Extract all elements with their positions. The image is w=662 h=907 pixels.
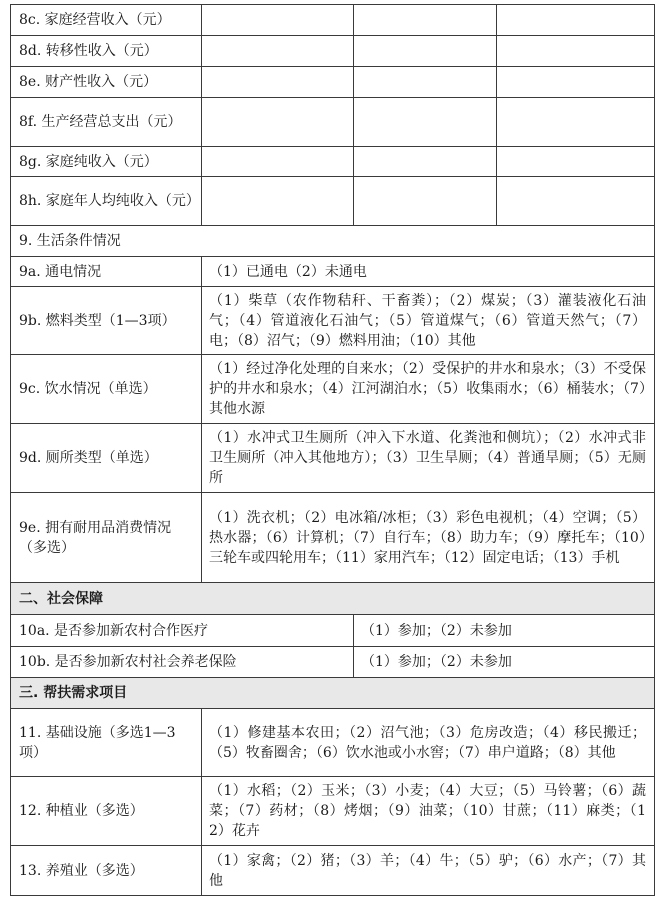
item-row-9e xyxy=(11,493,655,583)
item-options[interactable]: （1）家禽；（2）猪；（3）羊；（4）牛；（5）驴；（6）水产；（7）其他 xyxy=(202,846,655,896)
social-security-heading: 二、社会保障 xyxy=(11,583,655,615)
income-cell[interactable] xyxy=(354,67,497,98)
income-label: 8g. 家庭纯收入（元） xyxy=(11,147,202,177)
item-label: 12. 种植业（多选） xyxy=(11,777,202,846)
item-options[interactable]: （1）已通电（2）未通电 xyxy=(202,257,655,287)
income-cell[interactable] xyxy=(202,98,354,147)
income-label: 8e. 财产性收入（元） xyxy=(11,67,202,98)
item-row-9c xyxy=(11,355,655,424)
income-row-8d xyxy=(11,36,655,67)
income-cell[interactable] xyxy=(354,177,497,226)
item-row-9b xyxy=(11,287,655,355)
item-options[interactable]: （1）水冲式卫生厕所（冲入下水道、化粪池和侧坑）；（2）水冲式非卫生厕所（冲入其他地方）；（3）卫生旱厕；（4）普通旱厕；（5）无厕所 xyxy=(202,424,655,493)
item-options[interactable]: （1）修建基本农田；（2）沼气池；（3）危房改造；（4）移民搬迁；（5）牧畜圈舍；（6）饮水池或小水窖；（7）串户道路；（8）其他 xyxy=(202,709,655,777)
income-row-8f xyxy=(11,98,655,147)
income-cell[interactable] xyxy=(202,177,354,226)
income-label: 8f. 生产经营总支出（元） xyxy=(11,98,202,147)
item-row-9a xyxy=(11,257,655,287)
income-cell[interactable] xyxy=(202,147,354,177)
item-label: 9c. 饮水情况（单选） xyxy=(11,355,202,424)
income-cell[interactable] xyxy=(497,147,655,177)
item-label: 11. 基础设施（多选1—3项） xyxy=(11,709,202,777)
income-cell[interactable] xyxy=(354,5,497,36)
item-options[interactable]: （1）洗衣机；（2）电冰箱/冰柜；（3）彩色电视机；（4）空调；（5）热水器；（6）计算机；（7）自行车；（8）助力车；（9）摩托车；（10）三轮车或四轮用车；（11）家用汽车；（12）固定电话；（13）手机 xyxy=(202,493,655,583)
income-cell[interactable] xyxy=(497,98,655,147)
income-cell[interactable] xyxy=(497,67,655,98)
support-needs-heading: 三. 帮扶需求项目 xyxy=(11,678,655,709)
item-options[interactable]: （1）参加；（2）未参加 xyxy=(354,615,655,647)
income-cell[interactable] xyxy=(354,147,497,177)
income-cell[interactable] xyxy=(497,177,655,226)
item-label: 10b. 是否参加新农村社会养老保险 xyxy=(11,647,354,678)
item-label: 9e. 拥有耐用品消费情况（多选） xyxy=(11,493,202,583)
item-label: 9d. 厕所类型（单选） xyxy=(11,424,202,493)
item-label: 9a. 通电情况 xyxy=(11,257,202,287)
living-conditions-heading: 9. 生活条件情况 xyxy=(11,226,655,257)
income-cell[interactable] xyxy=(354,36,497,67)
item-options[interactable]: （1）参加；（2）未参加 xyxy=(354,647,655,678)
item-row-9d xyxy=(11,424,655,493)
item-label: 13. 养殖业（多选） xyxy=(11,846,202,896)
income-cell[interactable] xyxy=(202,67,354,98)
section-heading-row xyxy=(11,678,655,709)
item-options[interactable]: （1）经过净化处理的自来水；（2）受保护的井水和泉水；（3）不受保护的井水和泉水；（4）江河湖泊水；（5）收集雨水；（6）桶装水；（7）其他水源 xyxy=(202,355,655,424)
income-cell[interactable] xyxy=(497,5,655,36)
item-label: 9b. 燃料类型（1—3项） xyxy=(11,287,202,355)
income-row-8e xyxy=(11,67,655,98)
income-row-8c xyxy=(11,5,655,36)
income-row-8g xyxy=(11,147,655,177)
income-label: 8h. 家庭年人均纯收入（元） xyxy=(11,177,202,226)
item-row-10b xyxy=(11,647,655,678)
income-label: 8c. 家庭经营收入（元） xyxy=(11,5,202,36)
item-row-12 xyxy=(11,777,655,846)
income-row-8h xyxy=(11,177,655,226)
survey-table xyxy=(10,4,655,896)
income-label: 8d. 转移性收入（元） xyxy=(11,36,202,67)
income-cell[interactable] xyxy=(354,98,497,147)
income-cell[interactable] xyxy=(202,5,354,36)
living-conditions-heading-row xyxy=(11,226,655,257)
income-cell[interactable] xyxy=(202,36,354,67)
section-heading-row xyxy=(11,583,655,615)
item-row-11 xyxy=(11,709,655,777)
income-cell[interactable] xyxy=(497,36,655,67)
item-options[interactable]: （1）水稻；（2）玉米；（3）小麦；（4）大豆；（5）马铃薯；（6）蔬菜；（7）药材；（8）烤烟；（9）油菜；（10）甘蔗；（11）麻类；（12）花卉 xyxy=(202,777,655,846)
item-row-10a xyxy=(11,615,655,647)
item-options[interactable]: （1）柴草（农作物秸秆、干畜粪）；（2）煤炭；（3）灌装液化石油气；（4）管道液化石油气；（5）管道煤气；（6）管道天然气；（7）电；（8）沼气；（9）燃料用油；（10）其他 xyxy=(202,287,655,355)
item-label: 10a. 是否参加新农村合作医疗 xyxy=(11,615,354,647)
item-row-13 xyxy=(11,846,655,896)
